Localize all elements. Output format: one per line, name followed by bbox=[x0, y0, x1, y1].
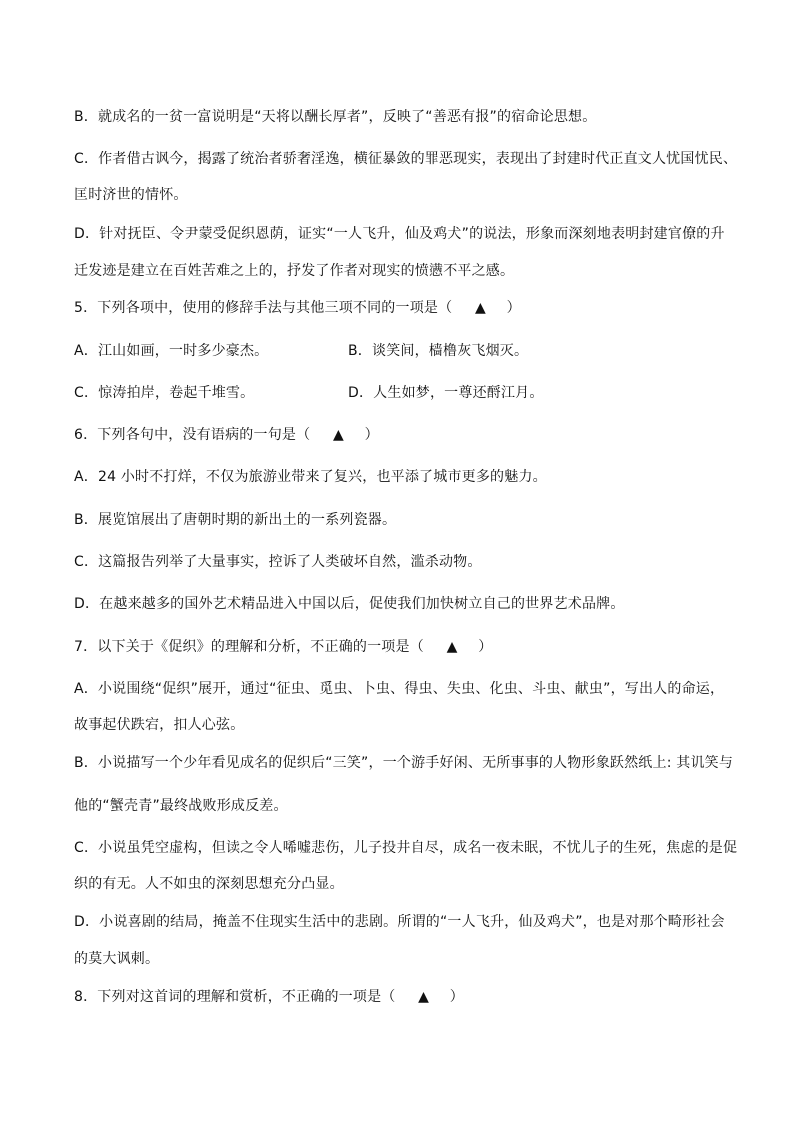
q7-stem-text: 7．以下关于《促织》的理解和分析，不正确的一项是（ bbox=[74, 639, 424, 655]
q7-close-paren: ） bbox=[478, 639, 493, 655]
q5-option-d: D．人生如梦，一尊还酹江月。 bbox=[348, 385, 544, 401]
q7-option-a-line1: A．小说围绕“促织”展开，通过“征虫、觅虫、卜虫、得虫、失虫、化虫、斗虫、献虫”，写出人的命运， bbox=[74, 681, 725, 697]
q5-close-paren: ） bbox=[506, 300, 521, 316]
q7-option-c-line1: C．小说虽凭空虚构，但读之令人唏嘘悲伤，儿子投井自尽，成名一夜未眠，不忧儿子的生死，焦虑的是促 bbox=[74, 840, 738, 856]
q4-option-c-line2: 匡时济世的情怀。 bbox=[74, 187, 188, 203]
q8-answer-mark: ▲ bbox=[418, 989, 430, 1005]
q7-stem bbox=[74, 638, 492, 656]
q4-option-d-line1: D．针对抚臣、令尹蒙受促织恩荫，证实“一人飞升，仙及鸡犬”的说法，形象而深刻地表明封建官僚的升 bbox=[74, 226, 725, 242]
q6-stem-text: 6．下列各句中，没有语病的一句是（ bbox=[74, 427, 311, 443]
q6-option-d: D．在越来越多的国外艺术精品进入中国以后，促使我们加快树立自己的世界艺术品牌。 bbox=[74, 596, 625, 612]
q8-close-paren: ） bbox=[449, 989, 464, 1005]
q5-stem-text: 5．下列各项中，使用的修辞手法与其他三项不同的一项是（ bbox=[74, 300, 453, 316]
q7-option-d-line2: 的莫大讽刺。 bbox=[74, 951, 160, 967]
q7-option-c-line2: 织的有无。人不如虫的深刻思想充分凸显。 bbox=[74, 876, 344, 892]
q5-answer-mark: ▲ bbox=[474, 300, 486, 316]
q6-close-paren: ） bbox=[364, 427, 379, 443]
q5-option-b: B．谈笑间，樯橹灰飞烟灭。 bbox=[348, 343, 529, 359]
q6-option-a: A．24 小时不打烊，不仅为旅游业带来了复兴，也平添了城市更多的魅力。 bbox=[74, 469, 547, 485]
q4-option-d-line2: 迁发迹是建立在百姓苦难之上的，抒发了作者对现实的愤懑不平之感。 bbox=[74, 263, 515, 279]
q7-option-b-line2: 他的“蟹壳青”最终战败形成反差。 bbox=[74, 798, 288, 814]
q5-option-a: A．江山如画，一时多少豪杰。 bbox=[74, 343, 269, 359]
q5-stem bbox=[74, 299, 521, 317]
q8-stem-text: 8．下列对这首词的理解和赏析，不正确的一项是（ bbox=[74, 989, 396, 1005]
q7-option-d-line1: D．小说喜剧的结局，掩盖不住现实生活中的悲剧。所谓的“一人飞升，仙及鸡犬”，也是对那个畸形社会 bbox=[74, 914, 725, 930]
q7-option-b-line1: B．小说描写一个少年看见成名的促织后“三笑”，一个游手好闲、无所事事的人物形象跃然纸上: 其讥笑与 bbox=[74, 755, 734, 771]
q8-stem bbox=[74, 988, 464, 1006]
q4-option-b: B．就成名的一贫一富说明是“天将以酬长厚者”，反映了“善恶有报”的宿命论思想。 bbox=[74, 109, 597, 125]
q4-option-c-line1: C．作者借古讽今，揭露了统治者骄奢淫逸，横征暴敛的罪恶现实，表现出了封建时代正直文人忧国忧民、 bbox=[74, 151, 738, 167]
q6-stem bbox=[74, 426, 379, 444]
q6-answer-mark: ▲ bbox=[332, 427, 344, 443]
q7-answer-mark: ▲ bbox=[446, 639, 458, 655]
q6-option-b: B．展览馆展出了唐朝时期的新出土的一系列瓷器。 bbox=[74, 512, 397, 528]
q5-option-c: C．惊涛拍岸，卷起千堆雪。 bbox=[74, 385, 255, 401]
q6-option-c: C．这篇报告列举了大量事实，控诉了人类破坏自然，滥杀动物。 bbox=[74, 554, 482, 570]
q7-option-a-line2: 故事起伏跌宕，扣人心弦。 bbox=[74, 717, 245, 733]
